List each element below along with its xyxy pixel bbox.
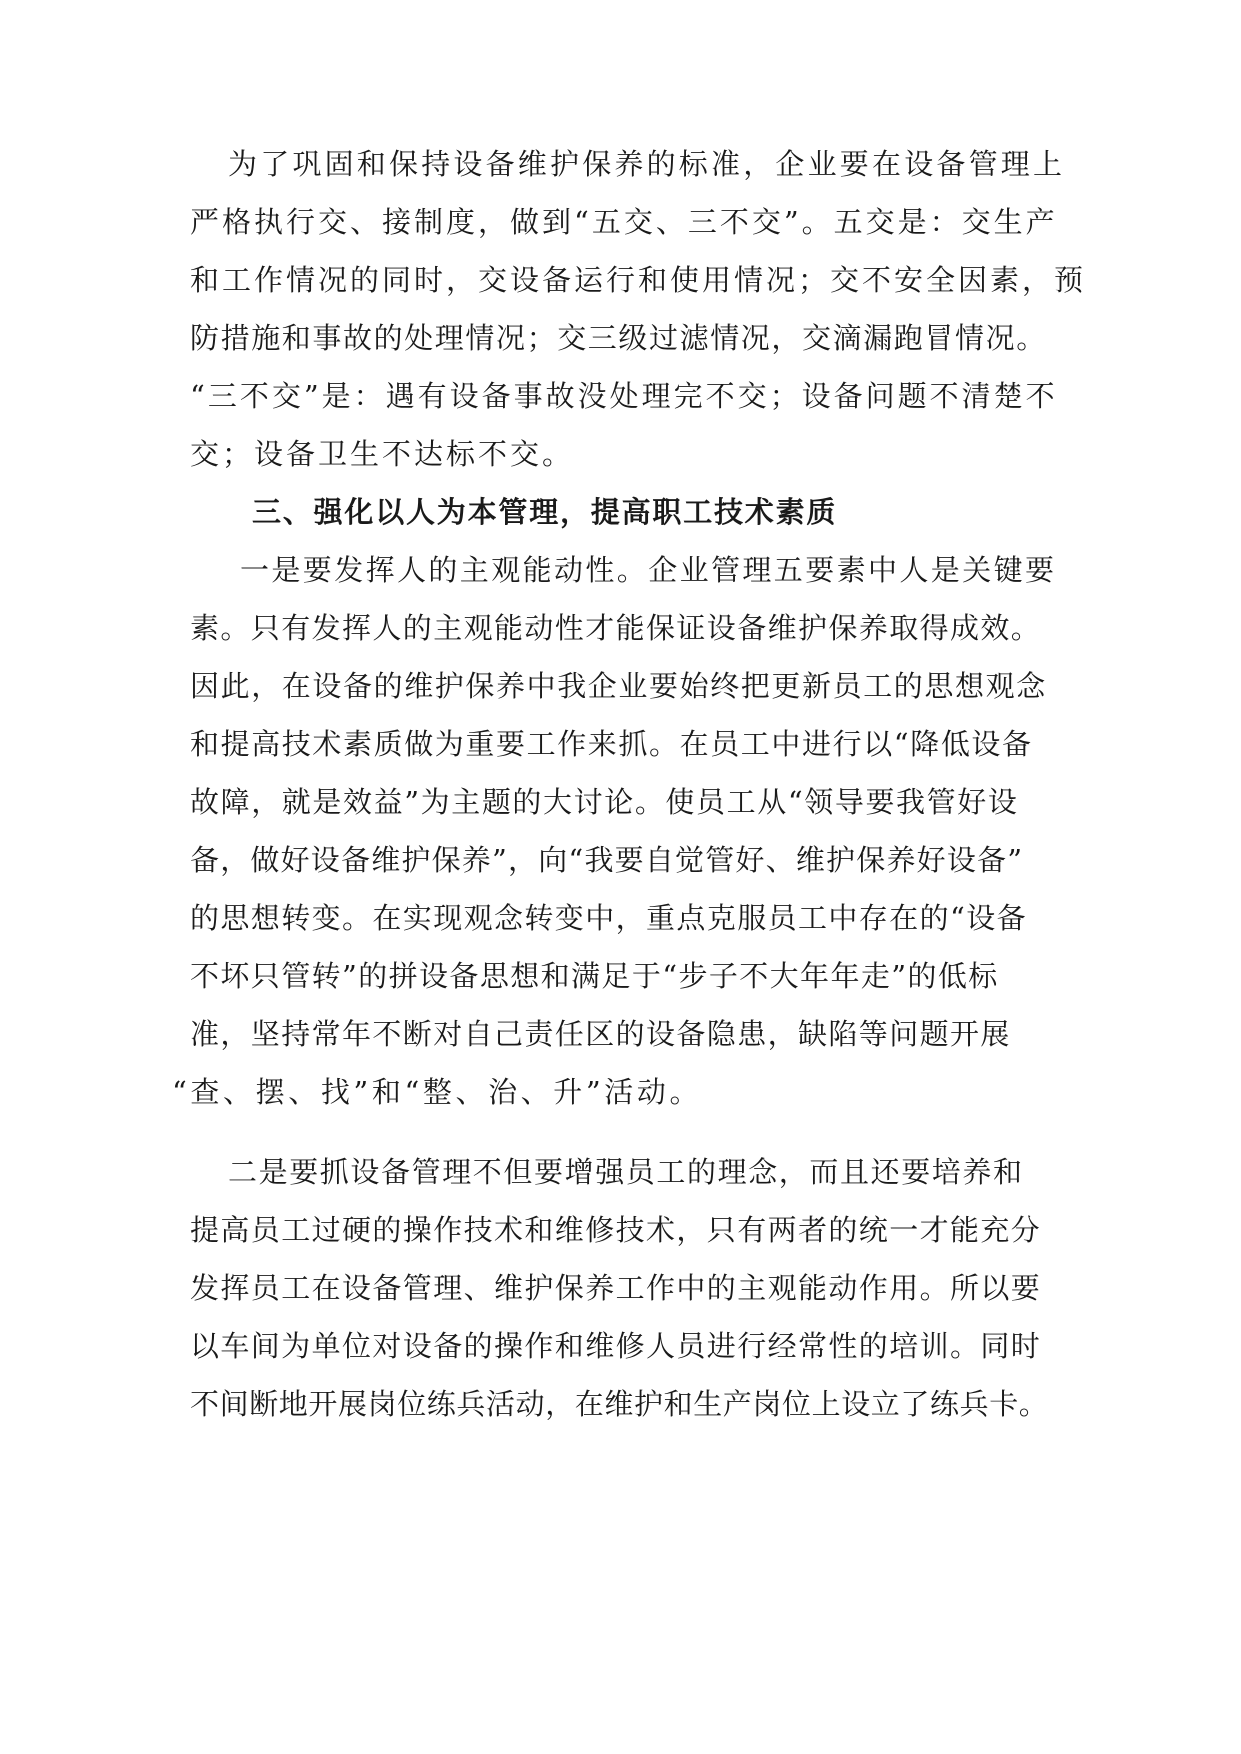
paragraph-2-line-2: 素。只有发挥人的主观能动性才能保证设备维护保养取得成效。	[190, 611, 1042, 645]
paragraph-3-line-1: 二是要抓设备管理不但要增强员工的理念，而且还要培养和	[228, 1155, 1024, 1189]
paragraph-2-line-9: 准，坚持常年不断对自己责任区的设备隐患，缺陷等问题开展	[190, 1017, 1011, 1051]
paragraph-1-line-4: 防措施和事故的处理情况；交三级过滤情况，交滴漏跑冒情况。	[190, 321, 1047, 355]
paragraph-2-line-3: 因此，在设备的维护保养中我企业要始终把更新员工的思想观念	[190, 669, 1047, 703]
paragraph-1-line-6: 交；设备卫生不达标不交。	[190, 437, 575, 471]
paragraph-3-line-4: 以车间为单位对设备的操作和维修人员进行经常性的培训。同时	[190, 1329, 1042, 1363]
paragraph-3-line-5: 不间断地开展岗位练兵活动，在维护和生产岗位上设立了练兵卡。	[190, 1387, 1049, 1421]
paragraph-2-line-4: 和提高技术素质做为重要工作来抓。在员工中进行以“降低设备	[190, 727, 1033, 761]
paragraph-1-line-1: 为了巩固和保持设备维护保养的标准，企业要在设备管理上	[228, 147, 1066, 181]
paragraph-3-line-2: 提高员工过硬的操作技术和维修技术，只有两者的统一才能充分	[190, 1213, 1042, 1247]
paragraph-1-line-3: 和工作情况的同时，交设备运行和使用情况；交不安全因素，预	[190, 263, 1087, 297]
paragraph-3-line-3: 发挥员工在设备管理、维护保养工作中的主观能动作用。所以要	[190, 1271, 1042, 1305]
paragraph-2-line-5: 故障，就是效益”为主题的大讨论。使员工从“领导要我管好设	[190, 785, 1019, 819]
paragraph-2-line-6: 备，做好设备维护保养”，向“我要自觉管好、维护保养好设备”	[190, 843, 1024, 877]
paragraph-2-line-1: 一是要发挥人的主观能动性。企业管理五要素中人是关键要	[240, 553, 1057, 587]
paragraph-2-line-7: 的思想转变。在实现观念转变中，重点克服员工中存在的“设备	[190, 901, 1028, 935]
paragraph-1-line-5: “三不交”是：遇有设备事故没处理完不交；设备问题不清楚不	[190, 379, 1058, 413]
paragraph-2-line-8: 不坏只管转”的拼设备思想和满足于“步子不大年年走”的低标	[190, 959, 999, 993]
paragraph-1-line-2: 严格执行交、接制度，做到“五交、三不交”。五交是：交生产	[190, 205, 1058, 239]
section-heading: 三、强化以人为本管理，提高职工技术素质	[252, 495, 838, 529]
paragraph-2-line-10: “查、摆、找”和“整、治、升”活动。	[172, 1075, 703, 1109]
